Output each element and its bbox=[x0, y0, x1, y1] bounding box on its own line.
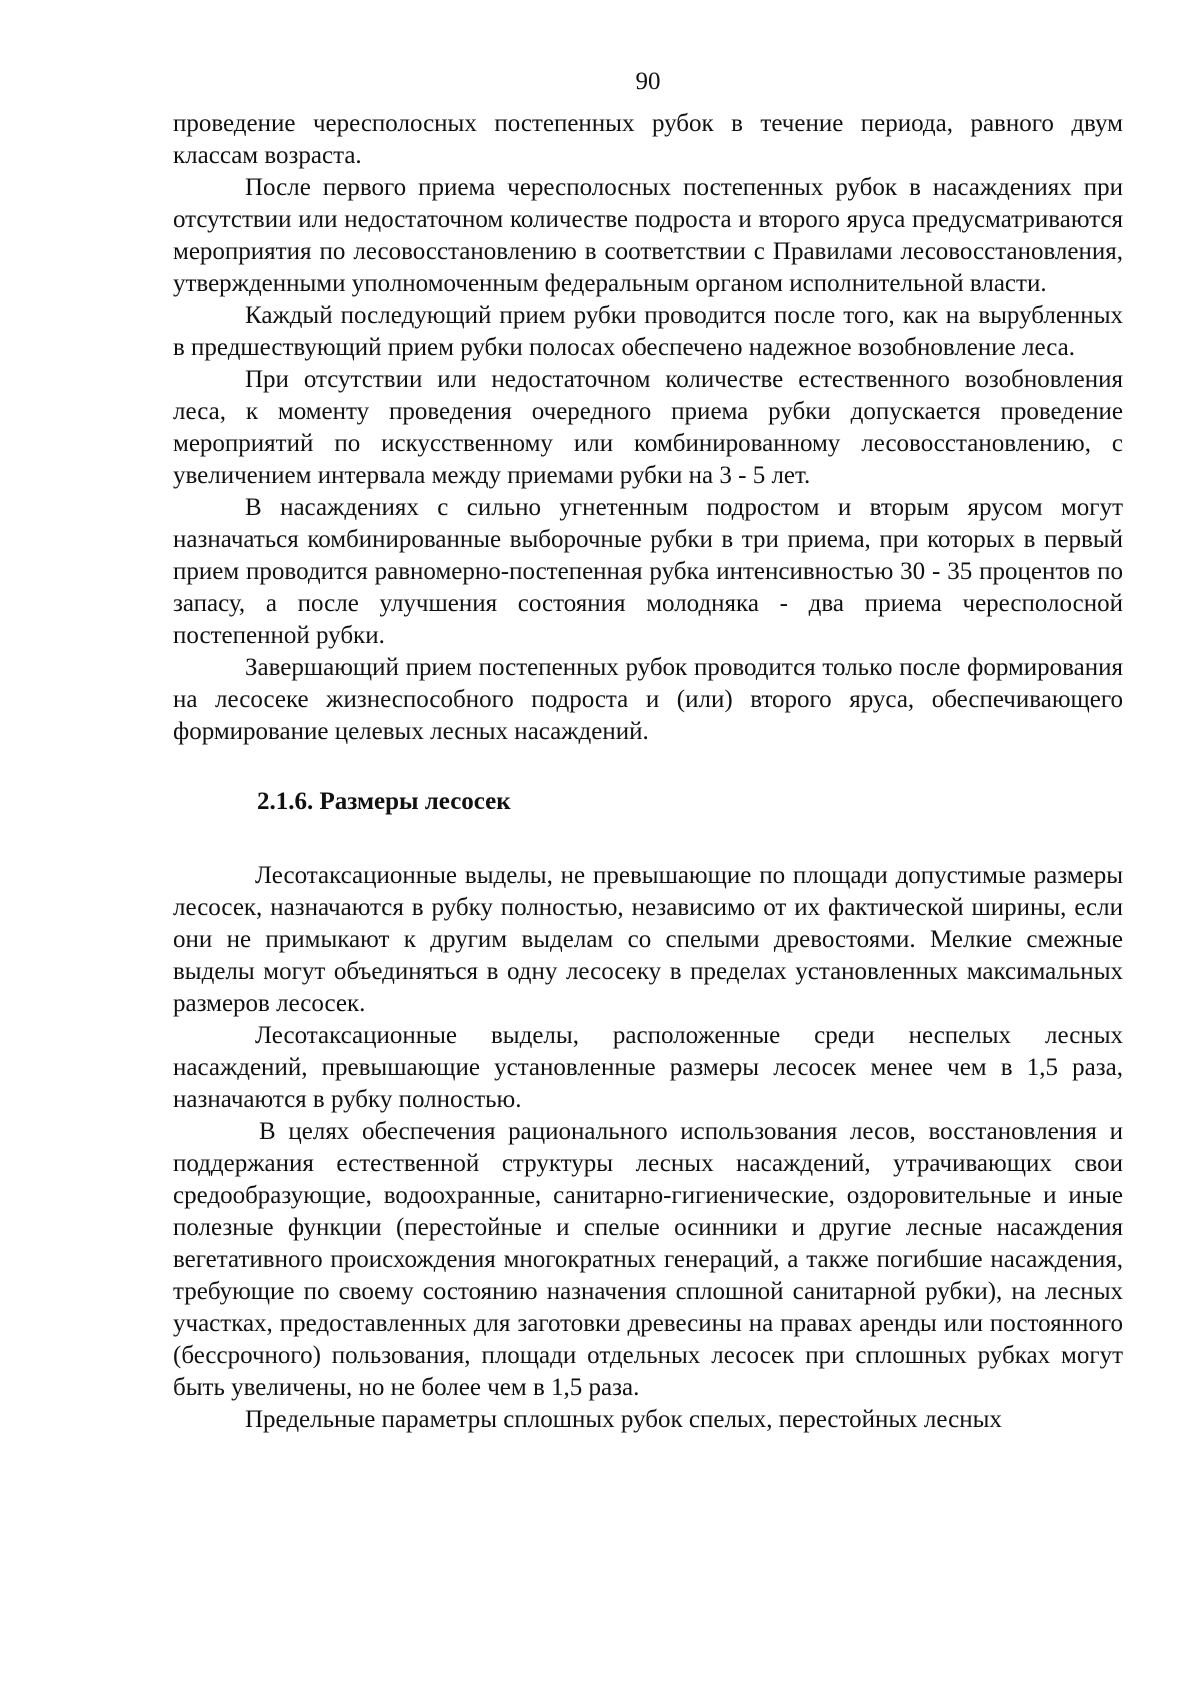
page-number: 90 bbox=[635, 68, 661, 95]
paragraph: Лесотаксационные выделы, не превышающие по площади допустимые размеры лесосек, назначаются в рубку полностью, независимо от их фактической ширины, если они не примыкают к другим выделам со спелыми древостоями. Мелкие смежные выделы могут объединяться в одну лесосеку в пределах установленных максимальных размеров лесосек. bbox=[173, 862, 1123, 1017]
paragraph: В целях обеспечения рационального использования лесов, восстановления и поддержания естественной структуры лесных насаждений, утрачивающих свои средообразующие, водоохранные, санитарно-гигиенические, оздоровительные и иные полезные функции (перестойные и спелые осинники и другие лесные насаждения вегетативного происхождения многократных генераций, а также погибшие насаждения, требующие по своему состоянию назначения сплошной санитарной рубки), на лесных участках, предоставленных для заготовки древесины на правах аренды или постоянного (бессрочного) пользования, площади отдельных лесосек при сплошных рубках могут быть увеличены, но не более чем в 1,5 раза. bbox=[173, 1118, 1123, 1401]
paragraph: Завершающий прием постепенных рубок проводится только после формирования на лесосеке жизнеспособного подроста и (или) второго яруса, обеспечивающего формирование целевых лесных насаждений. bbox=[173, 654, 1123, 745]
document-page bbox=[173, 64, 1123, 1436]
paragraph: Каждый последующий прием рубки проводится после того, как на вырубленных в предшествующий прием рубки полосах обеспечено надежное возобновление леса. bbox=[173, 302, 1123, 361]
paragraph-truncated: Предельные параметры сплошных рубок спелых, перестойных лесных bbox=[245, 1406, 1002, 1433]
paragraph-continuation: проведение чересполосных постепенных рубок в течение периода, равного двум классам возраста. bbox=[173, 110, 1123, 169]
paragraph: После первого приема чересполосных постепенных рубок в насаждениях при отсутствии или недостаточном количестве подроста и второго яруса предусматриваются мероприятия по лесовосстановлению в соответствии с Правилами лесовосстановления, утвержденными уполномоченным федеральным органом исполнительной власти. bbox=[173, 174, 1123, 297]
paragraph: При отсутствии или недостаточном количестве естественного возобновления леса, к моменту проведения очередного приема рубки допускается проведение мероприятий по искусственному или комбинированному лесовосстановлению, с увеличением интервала между приемами рубки на 3 - 5 лет. bbox=[173, 366, 1123, 489]
paragraph: В насаждениях с сильно угнетенным подростом и вторым ярусом могут назначаться комбинированные выборочные рубки в три приема, при которых в первый прием проводится равномерно-постепенная рубка интенсивностью 30 - 35 процентов по запасу, а после улучшения состояния молодняка - два приема чересполосной постепенной рубки. bbox=[173, 494, 1123, 649]
paragraph: Лесотаксационные выделы, расположенные среди неспелых лесных насаждений, превышающие установленные размеры лесосек менее чем в 1,5 раза, назначаются в рубку полностью. bbox=[173, 1022, 1123, 1113]
section-heading: 2.1.6. Размеры лесосек bbox=[257, 788, 511, 815]
